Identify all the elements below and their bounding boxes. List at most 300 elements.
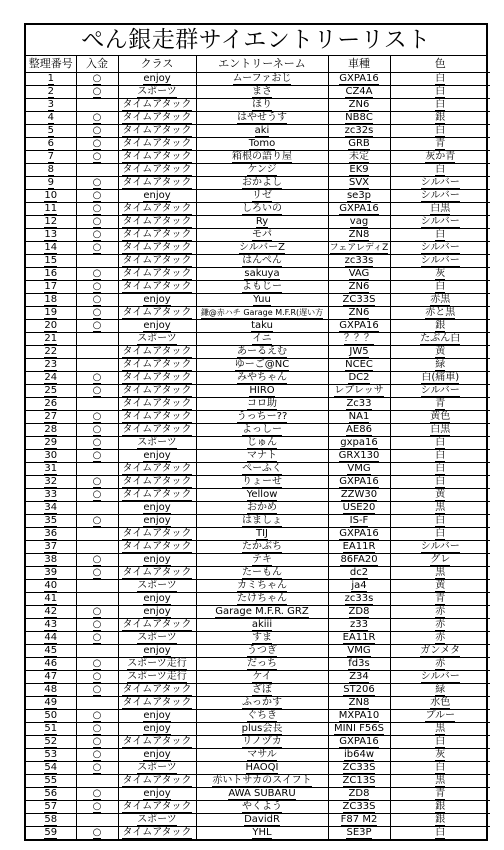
cell-number <box>26 541 76 554</box>
cell-color-text: 銀 <box>435 320 446 331</box>
cell-number <box>26 801 76 814</box>
cell-color-text: 白(痛車) <box>421 372 460 383</box>
cell-paid-text: ○ <box>92 450 102 461</box>
cell-class-text: タイムアタック <box>122 229 192 240</box>
cell-class <box>118 151 196 164</box>
cell-paid-text: ○ <box>92 229 102 240</box>
cell-car <box>328 112 390 125</box>
cell-color <box>390 489 490 502</box>
cell-car <box>328 476 390 489</box>
table-row <box>26 541 490 554</box>
cell-color <box>390 216 490 229</box>
cell-color-text: シルバー <box>420 216 460 227</box>
cell-paid-text: ○ <box>92 268 102 279</box>
cell-car-text: F87 M2 <box>340 814 378 825</box>
cell-number <box>26 372 76 385</box>
cell-entry-name <box>196 177 328 190</box>
cell-class-text: タイムアタック <box>122 424 192 435</box>
cell-class-text: タイムアタック <box>122 411 192 422</box>
cell-number-text: 24 <box>44 372 58 383</box>
cell-color <box>390 710 490 723</box>
cell-paid-text: ○ <box>92 294 102 305</box>
cell-car <box>328 723 390 736</box>
cell-entry-name <box>196 138 328 151</box>
cell-paid <box>76 593 118 606</box>
table-row <box>26 528 490 541</box>
cell-number <box>26 294 76 307</box>
cell-class <box>118 86 196 99</box>
cell-entry-name-text: plus会長 <box>241 723 283 734</box>
cell-color <box>390 307 490 320</box>
table-row <box>26 502 490 515</box>
cell-class-text: enjoy <box>143 710 171 721</box>
cell-entry-name-text: ざぼ <box>252 684 272 695</box>
cell-color-text: 白 <box>435 86 446 97</box>
cell-entry-name-text: 箱根の語り屋 <box>232 151 292 162</box>
cell-paid <box>76 73 118 86</box>
cell-color-text: 白 <box>435 73 446 84</box>
cell-entry-name <box>196 619 328 632</box>
cell-paid <box>76 229 118 242</box>
cell-class <box>118 99 196 112</box>
cell-number-text: 45 <box>44 645 58 656</box>
cell-color <box>390 762 490 775</box>
cell-entry-name <box>196 645 328 658</box>
cell-car-text: GXPA16 <box>339 320 379 331</box>
cell-car <box>328 554 390 567</box>
cell-car-text: VAG <box>348 268 370 279</box>
cell-class-text: タイムアタック <box>122 281 192 292</box>
cell-paid <box>76 450 118 463</box>
cell-class-text: スポーツ <box>137 632 177 643</box>
cell-paid <box>76 385 118 398</box>
cell-number-text: 14 <box>44 242 58 253</box>
cell-number-text: 6 <box>47 138 54 149</box>
cell-car-text: GXPA16 <box>339 476 379 487</box>
cell-paid <box>76 398 118 411</box>
cell-paid <box>76 710 118 723</box>
cell-class-text: enjoy <box>143 73 171 84</box>
table-row <box>26 307 490 320</box>
cell-car-text: se3p <box>346 190 372 201</box>
column-header-number: 整理番号 <box>26 56 76 73</box>
cell-car-text: NA1 <box>348 411 370 422</box>
table-row <box>26 749 490 762</box>
cell-color <box>390 99 490 112</box>
cell-car-text: vag <box>349 216 369 227</box>
table-row <box>26 762 490 775</box>
cell-entry-name-text: りょーせ <box>242 476 282 487</box>
cell-number <box>26 125 76 138</box>
cell-car-text: ZN6 <box>348 99 370 110</box>
cell-class-text: タイムアタック <box>122 684 192 695</box>
cell-color-text: 白 <box>435 450 446 461</box>
cell-entry-name <box>196 606 328 619</box>
cell-color <box>390 242 490 255</box>
cell-paid <box>76 554 118 567</box>
cell-number-text: 42 <box>44 606 58 617</box>
cell-paid <box>76 424 118 437</box>
cell-paid <box>76 268 118 281</box>
cell-car <box>328 684 390 697</box>
cell-class-text: enjoy <box>143 320 171 331</box>
table-row <box>26 463 490 476</box>
cell-class-text: タイムアタック <box>122 255 192 266</box>
cell-paid-text: ○ <box>92 216 102 227</box>
cell-number <box>26 697 76 710</box>
cell-entry-name <box>196 385 328 398</box>
cell-color <box>390 697 490 710</box>
cell-entry-name-text: よっしー <box>242 424 282 435</box>
cell-class <box>118 541 196 554</box>
cell-number-text: 31 <box>44 463 58 474</box>
table-row <box>26 450 490 463</box>
cell-number <box>26 424 76 437</box>
cell-car-text: zc32s <box>344 125 374 136</box>
cell-entry-name-text: リゼ <box>252 190 272 201</box>
cell-entry-name <box>196 450 328 463</box>
cell-class-text: タイムアタック <box>122 112 192 123</box>
cell-entry-name-text: DavidR <box>244 814 280 825</box>
cell-car <box>328 398 390 411</box>
cell-number-text: 59 <box>44 827 58 838</box>
cell-entry-name <box>196 632 328 645</box>
cell-entry-name-text: テキ <box>252 554 272 565</box>
table-row <box>26 684 490 697</box>
cell-car <box>328 502 390 515</box>
cell-class <box>118 463 196 476</box>
cell-color <box>390 476 490 489</box>
cell-entry-name <box>196 788 328 801</box>
cell-car <box>328 268 390 281</box>
cell-paid-text: ○ <box>92 827 102 838</box>
cell-paid <box>76 736 118 749</box>
cell-car-text: ZD8 <box>348 788 370 799</box>
cell-class <box>118 502 196 515</box>
cell-class-text: タイムアタック <box>122 463 192 474</box>
cell-number-text: 49 <box>44 697 58 708</box>
cell-number-text: 15 <box>44 255 58 266</box>
cell-number-text: 50 <box>44 710 58 721</box>
cell-entry-name-text: コロ助 <box>247 398 277 409</box>
cell-color-text: 銀 <box>435 801 446 812</box>
cell-class <box>118 281 196 294</box>
cell-car <box>328 528 390 541</box>
cell-color-text: 白 <box>435 528 446 539</box>
table-row <box>26 658 490 671</box>
cell-paid-text: ○ <box>92 554 102 565</box>
cell-car <box>328 814 390 827</box>
cell-paid <box>76 333 118 346</box>
cell-color-text: 銀 <box>435 814 446 825</box>
cell-paid-text: ○ <box>92 658 102 669</box>
cell-car <box>328 73 390 86</box>
cell-number-text: 37 <box>44 541 58 552</box>
table-row <box>26 489 490 502</box>
cell-car-text: GXPA16 <box>339 73 379 84</box>
cell-paid-text: ○ <box>92 151 102 162</box>
cell-entry-name-text: モパ <box>252 229 272 240</box>
table-row <box>26 515 490 528</box>
cell-color <box>390 554 490 567</box>
cell-color <box>390 788 490 801</box>
cell-entry-name <box>196 268 328 281</box>
cell-class-text: enjoy <box>143 294 171 305</box>
cell-entry-name-text: ほり <box>252 99 272 110</box>
cell-car-text: ZN8 <box>348 229 370 240</box>
cell-number-text: 9 <box>47 177 54 188</box>
cell-number <box>26 671 76 684</box>
cell-color-text: 青 <box>435 788 446 799</box>
cell-number <box>26 658 76 671</box>
cell-class-text: タイムアタック <box>122 164 192 175</box>
cell-number <box>26 775 76 788</box>
cell-entry-name <box>196 814 328 827</box>
cell-class-text: タイムアタック <box>122 216 192 227</box>
cell-paid <box>76 814 118 827</box>
cell-class-text: スポーツ <box>137 814 177 825</box>
cell-color-text: 白 <box>435 99 446 110</box>
table-row <box>26 671 490 684</box>
cell-color <box>390 775 490 788</box>
cell-paid-text: ○ <box>92 684 102 695</box>
table-row <box>26 710 490 723</box>
column-header-entry-name: エントリーネーム <box>196 56 328 73</box>
cell-paid <box>76 125 118 138</box>
cell-color-text: 緑 <box>435 359 446 370</box>
cell-entry-name <box>196 333 328 346</box>
table-row <box>26 229 490 242</box>
cell-entry-name <box>196 86 328 99</box>
cell-color <box>390 814 490 827</box>
cell-number <box>26 437 76 450</box>
cell-entry-name <box>196 112 328 125</box>
cell-paid-text: ○ <box>92 242 102 253</box>
cell-color-text: 赤 <box>435 619 446 630</box>
cell-color-text: 赤黒 <box>430 294 451 305</box>
cell-entry-name <box>196 827 328 840</box>
cell-car-text: AE86 <box>346 424 372 435</box>
cell-number-text: 46 <box>44 658 58 669</box>
cell-paid-text: ○ <box>92 788 102 799</box>
cell-entry-name-text: たーもん <box>242 567 282 578</box>
table-row <box>26 164 490 177</box>
cell-class <box>118 73 196 86</box>
cell-color-text: シルバー <box>420 671 460 682</box>
cell-number <box>26 203 76 216</box>
cell-color-text: 黒 <box>435 502 446 513</box>
cell-color-text: シルバー <box>420 541 460 552</box>
cell-entry-name-text: まさ <box>252 86 272 97</box>
cell-car-text: DC2 <box>348 372 370 383</box>
cell-number-text: 20 <box>44 320 58 331</box>
cell-number <box>26 398 76 411</box>
cell-color <box>390 125 490 138</box>
entry-table <box>26 56 490 839</box>
cell-number-text: 34 <box>44 502 58 513</box>
cell-car <box>328 619 390 632</box>
cell-class-text: タイムアタック <box>122 567 192 578</box>
cell-class <box>118 528 196 541</box>
cell-class-text: enjoy <box>143 645 171 656</box>
cell-paid-text: ○ <box>92 86 102 97</box>
cell-entry-name-text: akiii <box>251 619 273 630</box>
cell-class-text: タイムアタック <box>122 307 192 318</box>
cell-entry-name-text: sakuya <box>244 268 280 279</box>
table-row <box>26 359 490 372</box>
cell-paid <box>76 281 118 294</box>
cell-entry-name <box>196 710 328 723</box>
cell-color <box>390 346 490 359</box>
cell-paid-text: ○ <box>92 320 102 331</box>
cell-entry-name <box>196 463 328 476</box>
cell-entry-name <box>196 294 328 307</box>
cell-color-text: 白 <box>435 125 446 136</box>
cell-car <box>328 567 390 580</box>
cell-number-text: 54 <box>44 762 58 773</box>
cell-car <box>328 827 390 840</box>
cell-paid <box>76 151 118 164</box>
cell-color <box>390 320 490 333</box>
cell-car <box>328 645 390 658</box>
cell-number-text: 32 <box>44 476 58 487</box>
cell-color <box>390 645 490 658</box>
cell-color-text: 白 <box>435 437 446 448</box>
cell-entry-name-text: YHL <box>252 827 272 838</box>
cell-color-text: 白黒 <box>430 424 451 435</box>
cell-class <box>118 255 196 268</box>
cell-entry-name <box>196 671 328 684</box>
cell-color <box>390 437 490 450</box>
cell-number-text: 52 <box>44 736 58 747</box>
cell-number <box>26 463 76 476</box>
cell-class-text: タイムアタック <box>122 125 192 136</box>
cell-color-text: 赤 <box>435 658 446 669</box>
cell-color <box>390 619 490 632</box>
cell-car <box>328 658 390 671</box>
cell-entry-name-text: はんぺん <box>242 255 282 266</box>
cell-car-text: EA11R <box>342 632 376 643</box>
cell-car-text: 未定 <box>349 151 369 162</box>
cell-class <box>118 450 196 463</box>
cell-car <box>328 710 390 723</box>
cell-class <box>118 268 196 281</box>
cell-paid-text: ○ <box>92 762 102 773</box>
cell-class-text: タイムアタック <box>122 489 192 500</box>
cell-entry-name <box>196 437 328 450</box>
cell-number-text: 56 <box>44 788 58 799</box>
cell-car <box>328 255 390 268</box>
cell-number-text: 1 <box>47 73 54 84</box>
cell-car-text: USE20 <box>342 502 376 513</box>
cell-car <box>328 385 390 398</box>
cell-entry-name <box>196 255 328 268</box>
cell-entry-name-text: 赤いトサカのスイフト <box>212 775 312 786</box>
cell-paid-text: ○ <box>92 112 102 123</box>
cell-color-text: 白 <box>435 281 446 292</box>
cell-class <box>118 411 196 424</box>
cell-paid <box>76 320 118 333</box>
cell-number <box>26 528 76 541</box>
cell-car <box>328 333 390 346</box>
table-row <box>26 697 490 710</box>
cell-class-text: enjoy <box>143 554 171 565</box>
cell-class-text: タイムアタック <box>122 736 192 747</box>
cell-car-text: ST206 <box>343 684 375 695</box>
table-row <box>26 203 490 216</box>
cell-class-text: タイムアタック <box>122 541 192 552</box>
cell-number <box>26 554 76 567</box>
cell-entry-name <box>196 424 328 437</box>
cell-entry-name-text: やくよう <box>242 801 282 812</box>
cell-color-text: 黄 <box>435 489 446 500</box>
table-row <box>26 294 490 307</box>
cell-color <box>390 255 490 268</box>
cell-paid <box>76 307 118 320</box>
cell-entry-name <box>196 567 328 580</box>
cell-color <box>390 671 490 684</box>
cell-car <box>328 801 390 814</box>
cell-entry-name <box>196 398 328 411</box>
cell-car-text: ZZW30 <box>340 489 378 500</box>
cell-car <box>328 203 390 216</box>
cell-class <box>118 112 196 125</box>
cell-color-text: ブルー <box>425 710 456 721</box>
cell-class-text: enjoy <box>143 749 171 760</box>
cell-entry-name <box>196 489 328 502</box>
cell-color <box>390 294 490 307</box>
cell-number <box>26 606 76 619</box>
cell-paid <box>76 762 118 775</box>
cell-car-text: 86FA20 <box>340 554 378 565</box>
cell-class <box>118 554 196 567</box>
cell-car <box>328 749 390 762</box>
cell-number-text: 21 <box>44 333 58 344</box>
cell-class <box>118 164 196 177</box>
cell-car-text: MXPA10 <box>338 710 380 721</box>
cell-car <box>328 450 390 463</box>
cell-class <box>118 476 196 489</box>
cell-color-text: 黒 <box>435 775 446 786</box>
cell-paid <box>76 294 118 307</box>
cell-color-text: グレ <box>430 554 451 565</box>
cell-entry-name-text: しろいの <box>242 203 282 214</box>
cell-number-text: 30 <box>44 450 58 461</box>
cell-car <box>328 242 390 255</box>
cell-class-text: タイムアタック <box>122 775 192 786</box>
cell-class-text: タイムアタック <box>122 827 192 838</box>
table-row <box>26 138 490 151</box>
table-row <box>26 281 490 294</box>
cell-car-text: GRB <box>348 138 370 149</box>
cell-entry-name <box>196 190 328 203</box>
cell-car-text: zc33s <box>344 255 374 266</box>
cell-color <box>390 385 490 398</box>
cell-paid <box>76 567 118 580</box>
cell-color <box>390 424 490 437</box>
table-row <box>26 567 490 580</box>
cell-paid <box>76 359 118 372</box>
table-row <box>26 554 490 567</box>
cell-entry-name <box>196 359 328 372</box>
cell-class <box>118 775 196 788</box>
cell-paid <box>76 112 118 125</box>
cell-entry-name <box>196 164 328 177</box>
cell-class <box>118 749 196 762</box>
cell-car-text: GXPA16 <box>339 736 379 747</box>
cell-paid-text: ○ <box>92 203 102 214</box>
cell-paid-text: ○ <box>92 476 102 487</box>
